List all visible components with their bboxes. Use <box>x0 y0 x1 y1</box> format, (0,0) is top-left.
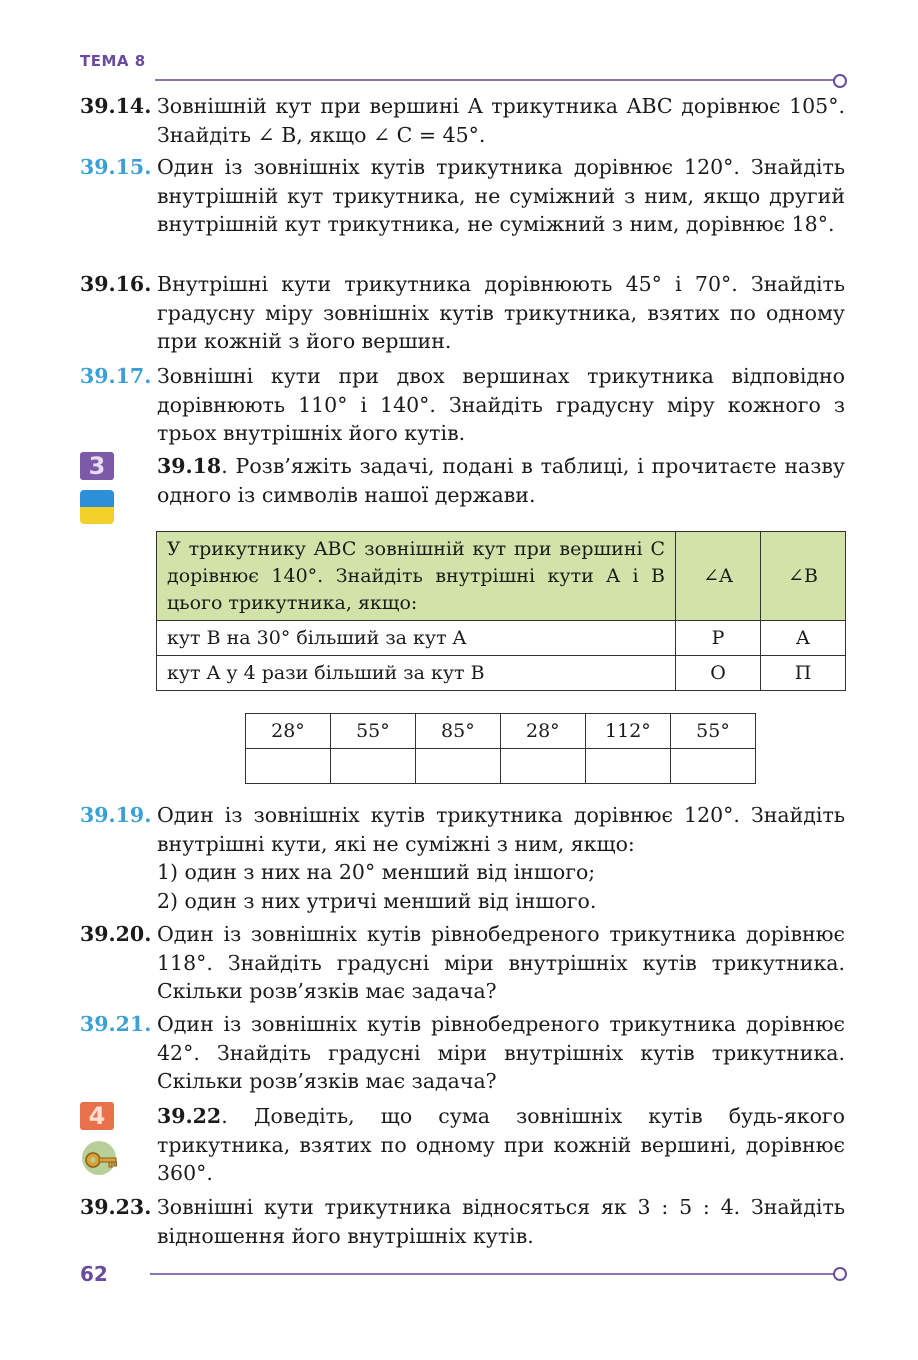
problem-number: 39.18 <box>157 454 222 478</box>
problem-number: 39.15. <box>80 155 152 179</box>
problem-item: 2) один з них утричі менший від іншого. <box>157 888 597 913</box>
header-rule <box>155 79 835 81</box>
letter-cell: О <box>676 656 761 691</box>
answer-value: 85° <box>415 714 500 749</box>
answer-value: 28° <box>246 714 331 749</box>
level-3-badge: 3 <box>80 452 114 480</box>
topic-label: ТЕМА 8 <box>80 52 146 70</box>
answer-values-row <box>246 714 756 749</box>
condition-cell: кут B на 30° більший за кут A <box>157 621 676 656</box>
problem-number: 39.22 <box>157 1104 222 1128</box>
problem-text: Зовнішні кути трикутника відносяться як 3 : 5 : 4. Знайдіть відношення його внутрішніх кутів. <box>157 1195 845 1248</box>
letter-cell: Р <box>676 621 761 656</box>
problem-text: Один із зовнішніх кутів трикутника дорівнює 120°. Знайдіть внутрішні кути, які не суміжні з ним, якщо: <box>157 803 845 856</box>
problem-number: 39.16. <box>80 272 152 296</box>
problem-39-20 <box>80 920 845 1006</box>
problem-39-23 <box>80 1193 845 1250</box>
problem-item: 1) один з них на 20° менший від іншого; <box>157 860 596 884</box>
problem-39-19 <box>80 801 845 915</box>
problem-39-22 <box>80 1102 845 1188</box>
problem-text <box>157 452 845 509</box>
answer-blank <box>500 749 585 784</box>
problem-39-16 <box>80 270 845 356</box>
problem-39-18 <box>80 452 845 509</box>
problem-text: Один із зовнішніх кутів рівнобедреного трикутника дорівнює 42°. Знайдіть градусні міри внутрішніх кутів трикутника. Скільки розв’язків має задача? <box>157 1012 845 1093</box>
header-rule-dot <box>833 74 847 88</box>
problem-number: 39.19. <box>80 803 152 827</box>
answer-table <box>245 713 756 784</box>
task-table <box>156 531 846 691</box>
footer-rule-dot <box>833 1267 847 1281</box>
problem-body: . Доведіть, що сума зовнішніх кутів будь-якого трикутника, взятих по одному при кожній вершині, дорівнює 360°. <box>157 1104 845 1185</box>
problem-text: Один із зовнішніх кутів трикутника дорівнює 120°. Знайдіть внутрішній кут трикутника, не суміжний з ним, якщо другий внутрішній кут трикутника, не суміжний з ним, дорівнює 18°. <box>157 155 845 236</box>
problem-number: 39.17. <box>80 364 152 388</box>
letter-cell: А <box>761 621 846 656</box>
problem-number: 39.23. <box>80 1195 152 1219</box>
answer-value: 112° <box>585 714 670 749</box>
answer-blank <box>585 749 670 784</box>
problem-text: Внутрішні кути трикутника дорівнюють 45° і 70°. Знайдіть градусну міру зовнішніх кутів трикутника, взятих по одному при кожній з його вершин. <box>157 272 845 353</box>
problem-number: 39.14. <box>80 94 152 118</box>
problem-number: 39.21. <box>80 1012 152 1036</box>
problem-text: Зовнішні кути при двох вершинах трикутника відповідно дорівнюють 110° і 140°. Знайдіть градусну міру кожного з трьох внутрішніх його кутів. <box>157 364 845 445</box>
condition-cell: кут A у 4 рази більший за кут B <box>157 656 676 691</box>
problem-number: 39.20. <box>80 922 152 946</box>
answer-letters-row <box>246 749 756 784</box>
answer-blank <box>246 749 331 784</box>
answer-value: 55° <box>330 714 415 749</box>
col-angle-a: ∠A <box>676 532 761 621</box>
problem-text <box>157 1102 845 1188</box>
problem-39-21 <box>80 1010 845 1096</box>
answer-blank <box>330 749 415 784</box>
problem-39-15 <box>80 153 845 239</box>
task-question: У трикутнику ABC зовнішній кут при вершині C дорівнює 140°. Знайдіть внутрішні кути A і B цього трикутника, якщо: <box>157 532 676 621</box>
answer-value: 55° <box>671 714 756 749</box>
answer-blank <box>671 749 756 784</box>
page-number: 62 <box>80 1262 108 1286</box>
problem-39-17 <box>80 362 845 448</box>
problem-text: Зовнішній кут при вершині A трикутника ABC дорівнює 105°. Знайдіть ∠ B, якщо ∠ C = 45°. <box>157 94 845 147</box>
level-4-badge: 4 <box>80 1102 114 1130</box>
answer-blank <box>415 749 500 784</box>
table-row <box>157 621 846 656</box>
table-row <box>157 656 846 691</box>
col-angle-b: ∠B <box>761 532 846 621</box>
problem-39-14 <box>80 92 845 149</box>
problem-body: . Розв’яжіть задачі, подані в таблиці, і прочитаєте назву одного із символів нашої держави. <box>157 454 845 507</box>
problem-text: Один із зовнішніх кутів рівнобедреного трикутника дорівнює 118°. Знайдіть градусні міри внутрішніх кутів трикутника. Скільки розв’язків має задача? <box>157 922 845 1003</box>
answer-value: 28° <box>500 714 585 749</box>
letter-cell: П <box>761 656 846 691</box>
footer-rule <box>150 1273 835 1275</box>
task-table-header <box>157 532 846 621</box>
